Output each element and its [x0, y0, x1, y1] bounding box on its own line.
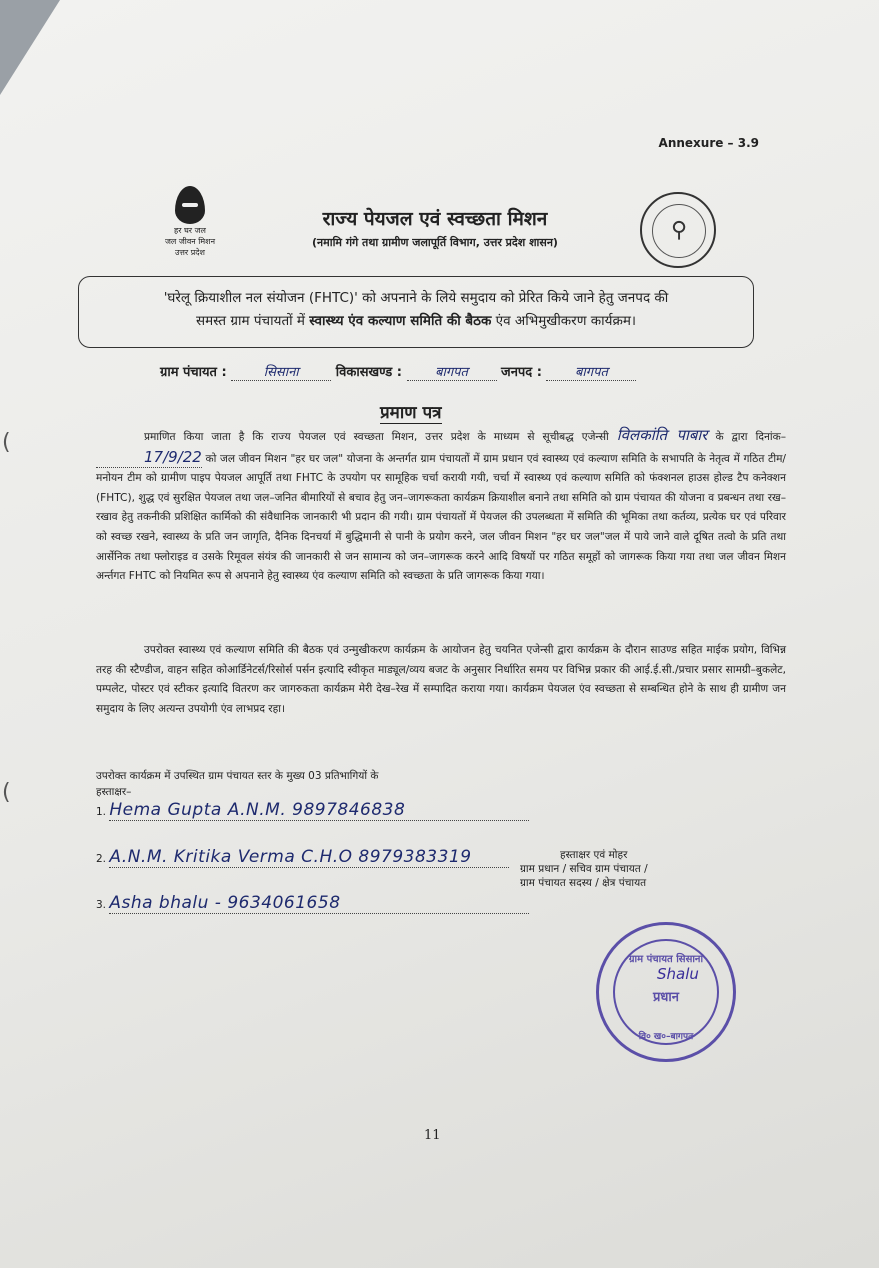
- seal-emblem-icon: ⚲: [652, 204, 706, 258]
- signature-handwritten: A.N.M. Kritika Verma C.H.O 8979383319: [109, 847, 509, 868]
- para1-part-c: को जल जीवन मिशन "हर घर जल" योजना के अन्तर्गत ग्राम पंचायतों में ग्राम प्रधान एवं स्वास्थ्य एवं कल्याण समिति के सभापति के नेतृत्व में गठित टीम/मनोयन टीम को ग्रामीण पाइप पेयजल आपूर्ति तथा FHTC के उपयोग पर सामूहिक चर्चा करायी गयी, चर्चा में स्वास्थ्य एवं कल्याण समिति को फंक्शनल हाउस होल्ड टैप कनेक्शन (FHTC), शुद्ध एवं सुरक्षित पेयजल तथा जल–जनित बीमारियों से बचाव हेतु जन–जागरूकता कार्यक्रम क्रियाशील बनाने तथा समिति को ग्राम पंचायत की योजना व प्रबन्धन तथा रख–रखाव हेतु तकनीकी प्रशिक्षित कार्मिको की संवैधानिक जानकारी भी प्रदान की गयी। ग्राम पंचायतों में पेयजल की उपलब्धता में समिति की भूमिका तथा कर्तव्य, प्रत्येक घर एवं परिवार को स्वच्छ रखने, स्वास्थ्य के प्रति जन जागृति, दैनिक दिनचर्या में बुद्धिमानी से पानी के प्रयोग करने, जल जीवन मिशन "हर घर जल"जल में पाये जाने वाले दूषित तत्वो के प्रति तथा आर्सेनिक तथा फ्लोराइड व उसके रिमूवल संयंत्र की जानकारी से जन सामान्य को जन–जागरूक करने आदि विषयों पर गठित समूहों को जागरूक किया गया तथा जल जीवन मिशन अर्न्तगत FHTC को नियमित रूप से अपनाने हेतु स्वास्थ्य एंव कल्याण समिति को स्वच्छता के प्रति जागरूक किया गया।: [96, 452, 786, 583]
- signature-handwritten: Asha bhalu - 9634061658: [109, 893, 529, 914]
- date-handwritten: 17/9/22: [96, 448, 202, 469]
- logo-text-3: उत्तर प्रदेश: [175, 248, 205, 257]
- stamp-bottom-text: वि० ख०–बागपत: [638, 1032, 694, 1042]
- signature-number: 1.: [96, 806, 107, 818]
- signature-line-1: [96, 800, 529, 821]
- para1-part-a: प्रमाणित किया जाता है कि राज्य पेयजल एवं स्वच्छता मिशन, उत्तर प्रदेश के माध्यम से सूचीबद्ध एजेन्सी: [144, 431, 609, 443]
- certificate-paragraph-1: [96, 426, 786, 587]
- authority-line-1: ग्राम प्रधान / सचिव ग्राम पंचायत /: [520, 863, 648, 875]
- logo-text-1: हर घर जल: [174, 226, 206, 235]
- pradhan-stamp: [596, 922, 736, 1062]
- stamp-middle-text: प्रधान: [653, 990, 679, 1005]
- stamp-signature: Shalu: [657, 965, 699, 983]
- authority-line-2: ग्राम पंचायत सदस्य / क्षेत्र पंचायत: [520, 877, 647, 889]
- certificate-paragraph-2: उपरोक्त स्वास्थ्य एवं कल्याण समिति की बैठक एवं उन्मुखीकरण कार्यक्रम के आयोजन हेतु चयनित एजेन्सी द्वारा कार्यक्रम के दौरान साउण्ड सहित माईक प्रयोग, विभिन्न तरह की स्टैण्डीज, वाहन सहित कोआर्डिनेटर्स/रिसोर्स पर्सन इत्यादि स्वीकृत माड्यूल/व्यय बजट के अनुसार निर्धारित समय पर विभिन्न प्रकार की आई.ई.सी./प्रचार प्रसार सामग्री–बुकलेट, पम्पलेट, पोस्टर एवं स्टीकर इत्यादि वितरण कर जागरुकता कार्यक्रम मेरी देख–रेख में सम्पादित कराया गया। कार्यक्रम पेयजल एंव स्वच्छता से सम्बन्धित होने के साथ ही ग्रामीण जन समुदाय के लिए अत्यन्त उपयोगी एंव लाभप्रद रहा।: [96, 644, 786, 715]
- program-title-line-1: 'घरेलू क्रियाशील नल संयोजन (FHTC)' को अपनाने के लिये समुदाय को प्रेरित किये जाने हेतु जनपद की: [163, 290, 669, 306]
- block-value: बागपत: [407, 362, 497, 381]
- agency-handwritten: विलकांति पाबार: [616, 426, 708, 444]
- line2-bold: स्वास्थ्य एंव कल्याण समिति की बैठक: [309, 313, 492, 329]
- district-label: जनपद :: [501, 365, 542, 380]
- gram-panchayat-label: ग्राम पंचायत :: [160, 365, 227, 380]
- signatures-intro-line-1: उपरोक्त कार्यक्रम में उपस्थित ग्राम पंचायत स्तर के मुख्य 03 प्रतिभागियों के: [96, 770, 379, 782]
- stamp-top-text: ग्राम पंचायत सिसाना: [628, 954, 704, 965]
- har-ghar-jal-logo: [160, 186, 220, 257]
- location-fields: [160, 362, 760, 381]
- sign-and-seal-label: हस्ताक्षर एवं मोहर: [560, 849, 628, 861]
- para1-part-b: के द्वारा दिनांक–: [715, 431, 786, 443]
- program-title-box: [78, 276, 754, 348]
- certificate-title: प्रमाण पत्र: [380, 400, 442, 424]
- mission-subtitle: (नमामि गंगे तथा ग्रामीण जलापूर्ति विभाग, उत्तर प्रदेश शासन): [312, 236, 558, 249]
- gram-panchayat-value: सिसाना: [231, 362, 331, 381]
- mission-title: राज्य पेयजल एवं स्वच्छता मिशन: [322, 208, 548, 230]
- signature-handwritten: Hema Gupta A.N.M. 9897846838: [109, 800, 529, 821]
- district-value: बागपत: [546, 362, 636, 381]
- line2-pre: समस्त ग्राम पंचायतों में: [195, 313, 310, 329]
- line2-post: एंव अभिमुखीकरण कार्यक्रम।: [491, 313, 637, 329]
- signature-line-3: [96, 893, 529, 914]
- signature-number: 2.: [96, 853, 107, 865]
- signatures-intro: [96, 768, 496, 800]
- block-label: विकासखण्ड :: [335, 365, 402, 380]
- page-number: 11: [424, 1128, 441, 1143]
- signatures-intro-line-2: हस्ताक्षर–: [96, 786, 132, 798]
- up-government-seal: [640, 192, 716, 268]
- signature-authority-note: [520, 848, 648, 890]
- annexure-label: Annexure – 3.9: [658, 136, 759, 150]
- logo-text-2: जल जीवन मिशन: [164, 237, 216, 246]
- punch-hole-mark: (: [2, 780, 11, 805]
- punch-hole-mark: (: [2, 430, 11, 455]
- signature-line-2: [96, 847, 509, 868]
- folded-corner: [0, 0, 60, 95]
- water-drop-icon: [175, 186, 205, 224]
- program-title-line-2: [93, 310, 739, 333]
- signature-number: 3.: [96, 899, 107, 911]
